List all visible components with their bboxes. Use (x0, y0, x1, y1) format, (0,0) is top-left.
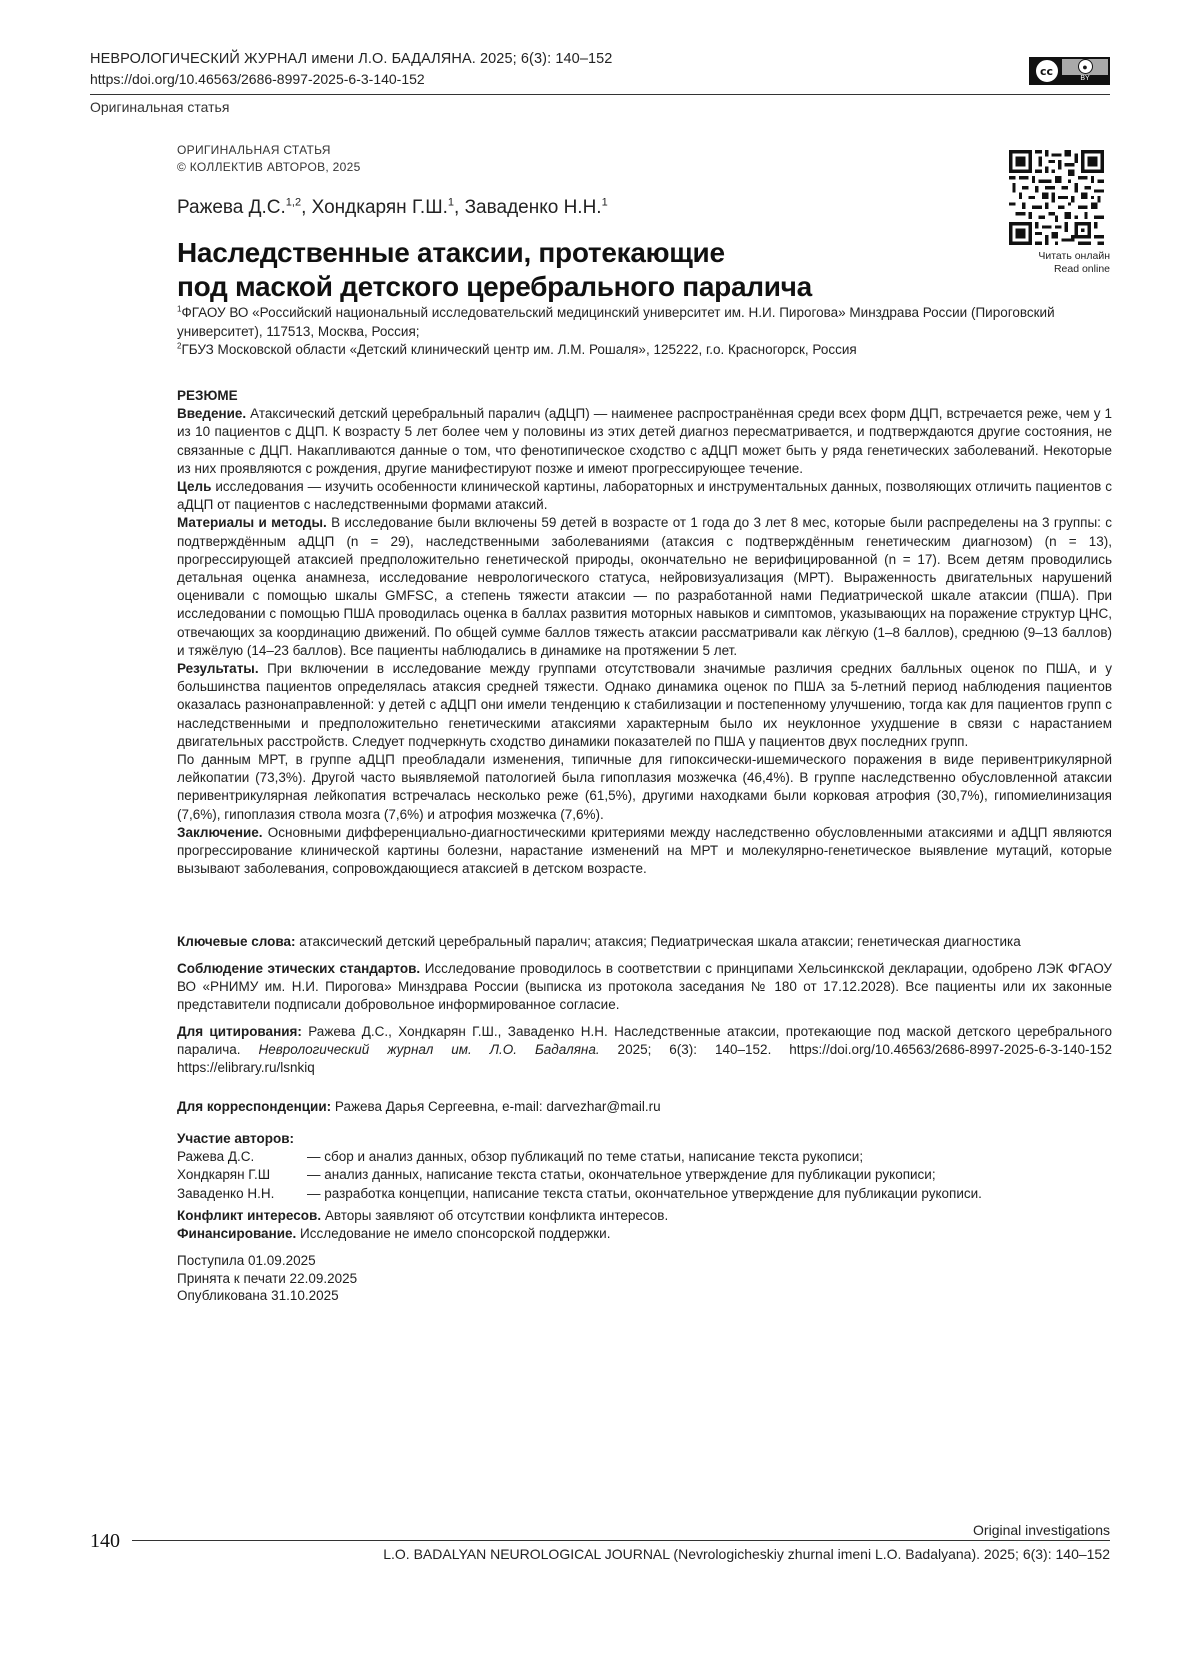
cc-by-license-badge[interactable] (1029, 57, 1110, 85)
author-affiliation-sup: 1,2 (285, 196, 302, 209)
keywords-label: Ключевые слова: (177, 934, 296, 949)
abstract-results (177, 660, 1112, 751)
footer-section-label: Original investigations (973, 1522, 1110, 1538)
contributor-name: Заваденко Н.Н. (177, 1185, 275, 1201)
section-text: исследования — изучить особенности клинической картины, лабораторных и инструментальных данных, позволяющих отличить пациентов с аДЦП от пациентов с наследственными формами атаксий. (177, 479, 1112, 513)
abstract (177, 387, 1112, 878)
affiliation-1 (177, 304, 1112, 341)
affiliation-sup: 1 (177, 304, 182, 314)
conflict-of-interest (177, 1207, 1112, 1225)
contribution-text: — разработка концепции, написание текста статьи, окончательное утверждение для публикации рукописи. (307, 1185, 982, 1201)
qr-caption (1000, 250, 1110, 276)
read-online-en: Read online (1053, 263, 1110, 275)
abstract-mri: По данным МРТ, в группе аДЦП преобладали изменения, типичные для гипоксически-ишемического поражения в виде перивентрикулярной лейкопатии (73,3%). Другой часто выявляемой патологией была гипоплазия мозжечка (46,4%). В группе наследственно обусловленной атаксии перивентрикулярная лейкопатия встречалась несколько реже (61,5%), другими находками были корковая атрофия (30,7%), гипомиелинизация (7,6%), гипоплазия ствола мозга (7,6%) и атрофия мозжечка (7,6%). (177, 752, 1112, 822)
cc-icon-area (1031, 59, 1062, 83)
section-text: В исследование были включены 59 детей в возрасте от 1 года до 3 лет 8 мес, которые были распределены на 3 группы: с подтверждённым аДЦП (n = 29), наследственными заболеваниями (атаксия с подтверждённым генетическим диагнозом) (n = 13), прогрессирующей атаксией предположительно генетической природы, окончательно не верифицированной (n = 17). Всем детям проводились детальная оценка анамнеза, исследование неврологического статуса, нейровизуализация (МРТ). Выраженность двигательных нарушений оценивали с помощью шкалы GMFSC, а степень тяжести атаксии — по разработанной нами Педиатрической шкале атаксии (ПША). При исследовании с помощью ПША проводилась оценка в баллах развития моторных навыков и симптомов, указывающих на поражение структур ЦНС, отвечающих за координацию движений. По общей сумме баллов тяжесть атаксии рассматривали как лёгкую (1–8 баллов), среднюю (9–13 баллов) и тяжёлую (14–23 баллов). Все пациенты наблюдались в динамике на протяжении 5 лет. (177, 515, 1112, 658)
section-label: Введение. (177, 406, 247, 422)
conflict-text: Авторы заявляют об отсутствии конфликта интересов. (321, 1208, 669, 1223)
author-name: Ражева Д.С. (177, 197, 286, 218)
date-received: Поступила 01.09.2025 (177, 1253, 316, 1268)
affiliation-sup: 2 (177, 341, 182, 351)
abstract-aim (177, 478, 1112, 514)
title-line: Наследственные атаксии, протекающие (177, 237, 725, 268)
citation-label: Для цитирования: (177, 1024, 302, 1039)
correspondence-label: Для корреспонденции: (177, 1099, 332, 1114)
page-number: 140 (90, 1530, 120, 1552)
title-line: под маской детского церебрального паралича (177, 271, 812, 302)
contributions-label: Участие авторов: (177, 1131, 295, 1146)
author-separator: , (454, 197, 465, 218)
funding-label: Финансирование. (177, 1226, 297, 1241)
funding (177, 1225, 1112, 1243)
article-dates (177, 1252, 357, 1305)
section-text: Атаксический детский церебральный паралич (аДЦП) — наименее распространённая среди всех форм ДЦП, встречается реже, чем у 1 из 10 пациентов с ДЦП. К возрасту 5 лет более чем у половины из этих детей диагноз пересматривается, и подтверждаются другие состояния, не связанные с ДЦП. Накапливаются данные о том, что фенотипическое сходство с аДЦП может быть у ряда генетических заболеваний. Некоторые из них проявляются с рождения, другие манифестируют позже и имеют прогрессирующее течение. (177, 406, 1112, 476)
abstract-heading: РЕЗЮМЕ (177, 388, 238, 403)
article-title (177, 236, 977, 304)
contribution-text: — сбор и анализ данных, обзор публикаций по теме статьи, написание текста рукописи; (307, 1149, 864, 1165)
by-label: BY (1062, 75, 1108, 83)
citation-journal: Неврологический журнал им. Л.О. Бадаляна. (258, 1042, 600, 1058)
qr-code-icon[interactable] (1009, 150, 1104, 245)
footer-divider (132, 1540, 1110, 1541)
correspondence-text: Ражева Дарья Сергеевна, e-mail: darvezhar@mail.ru (331, 1099, 661, 1114)
author-contributions (177, 1130, 1112, 1203)
correspondence (177, 1098, 1112, 1116)
citation-text: Ражева Д.С., Хондкарян Г.Ш., Заваденко Н.Н. Наследственные атаксии, протекающие под маской детского церебрального паралича. (177, 1024, 1112, 1058)
affiliation-2 (177, 341, 1112, 360)
conflict-label: Конфликт интересов. (177, 1208, 322, 1223)
affiliation-text: ГБУЗ Московской области «Детский клинический центр им. Л.М. Рошаля», 125222, г.о. Красногорск, Россия (181, 342, 857, 357)
article-type: ОРИГИНАЛЬНАЯ СТАТЬЯ (177, 143, 331, 157)
running-header-journal: НЕВРОЛОГИЧЕСКИЙ ЖУРНАЛ имени Л.О. БАДАЛЯНА. 2025; 6(3): 140–152 (90, 51, 613, 67)
abstract-methods (177, 514, 1112, 660)
date-accepted: Принята к печати 22.09.2025 (177, 1270, 358, 1286)
author-name: Заваденко Н.Н. (464, 197, 602, 218)
author-name: Хондкарян Г.Ш. (311, 197, 448, 218)
read-online-ru: Читать онлайн (1038, 250, 1110, 262)
contribution-row (177, 1148, 1112, 1166)
header-doi-link[interactable]: https://doi.org/10.46563/2686-8997-2025-6-3-140-152 (90, 71, 425, 87)
contribution-text: — анализ данных, написание текста статьи, окончательное утверждение для публикации рукописи; (307, 1167, 936, 1183)
ethics-text: Исследование проводилось в соответствии с принципами Хельсинкской декларации, одобрено ЛЭК ФГАОУ ВО «РНИМУ им. Н.И. Пирогова» Минздрава России (выписка из протокола заседания № 180 от 17.12.2028). Все пациенты или их законные представители подписали добровольное информированное согласие. (177, 961, 1112, 1013)
section-label: Результаты. (177, 661, 259, 677)
copyright-line: © КОЛЛЕКТИВ АВТОРОВ, 2025 (177, 160, 361, 174)
ethics-label: Соблюдение этических стандартов. (177, 961, 421, 976)
header-divider (90, 94, 1110, 95)
ethics-statement (177, 960, 1112, 1015)
author-affiliation-sup: 1 (601, 196, 608, 209)
attribution-person-icon: ● (1078, 59, 1093, 74)
contribution-row (177, 1166, 1112, 1184)
section-label: Заключение. (177, 824, 263, 840)
citation-tail: 2025; 6(3): 140–152. https://doi.org/10.46563/2686-8997-2025-6-3-140-152 https://elibrary.ru/lsnkiq (177, 1042, 1113, 1076)
section-label: Цель (177, 479, 212, 495)
header-section-label: Оригинальная статья (90, 99, 230, 115)
citation (177, 1023, 1112, 1078)
contribution-row (177, 1185, 1112, 1203)
keywords-text: атаксический детский церебральный паралич; атаксия; Педиатрическая шкала атаксии; генетическая диагностика (295, 934, 1021, 949)
section-label: Материалы и методы. (177, 515, 327, 531)
funding-text: Исследование не имело спонсорской поддержки. (296, 1226, 611, 1241)
cc-icon: cc (1036, 60, 1058, 82)
author-separator: , (301, 197, 312, 218)
author-list (177, 197, 608, 219)
author-affiliation-sup: 1 (447, 196, 455, 209)
abstract-introduction (177, 405, 1112, 478)
abstract-conclusion (177, 824, 1112, 879)
section-text: При включении в исследование между группами отсутствовали значимые различия средних балльных оценок по ПША, и у большинства пациентов определялась атаксия средней тяжести. Однако динамика оценок по ПША за 5-летний период наблюдения пациентов оказалась разнонаправленной: у детей с аДЦП они имели тенденцию к стабилизации и постепенному улучшению, тогда как для пациентов групп с наследственными и предположительно генетическими атаксиями характерным было их неуклонное ухудшение в связи с нарастанием двигательных расстройств. Следует подчеркнуть сходство динамики показателей по ПША у пациентов двух последних групп. (177, 661, 1112, 749)
affiliation-text: ФГАОУ ВО «Российский национальный исследовательский медицинский университет им. Н.И. Пирогова» Минздрава России (Пироговский университет), 117513, Москва, Россия; (177, 305, 1055, 339)
section-text: Основными дифференциально-диагностическими критериями между наследственно обусловленными атаксиями и аДЦП являются прогрессирование клинической картины болезни, нарастание изменений на МРТ и молекулярно-генетическое выявление мутаций, которые вызывают заболевания, сопровождающиеся атаксией в детском возрасте. (177, 824, 1112, 877)
keywords (177, 933, 1112, 951)
by-icon-area (1062, 59, 1108, 83)
footer-journal: L.O. BADALYAN NEUROLOGICAL JOURNAL (Nevrologicheskiy zhurnal imeni L.O. Badalyana). 2025; 6(3): 140–152 (383, 1546, 1110, 1562)
contributor-name: Хондкарян Г.Ш (177, 1167, 271, 1183)
date-published: Опубликована 31.10.2025 (177, 1288, 339, 1303)
contributor-name: Ражева Д.С. (177, 1149, 255, 1165)
